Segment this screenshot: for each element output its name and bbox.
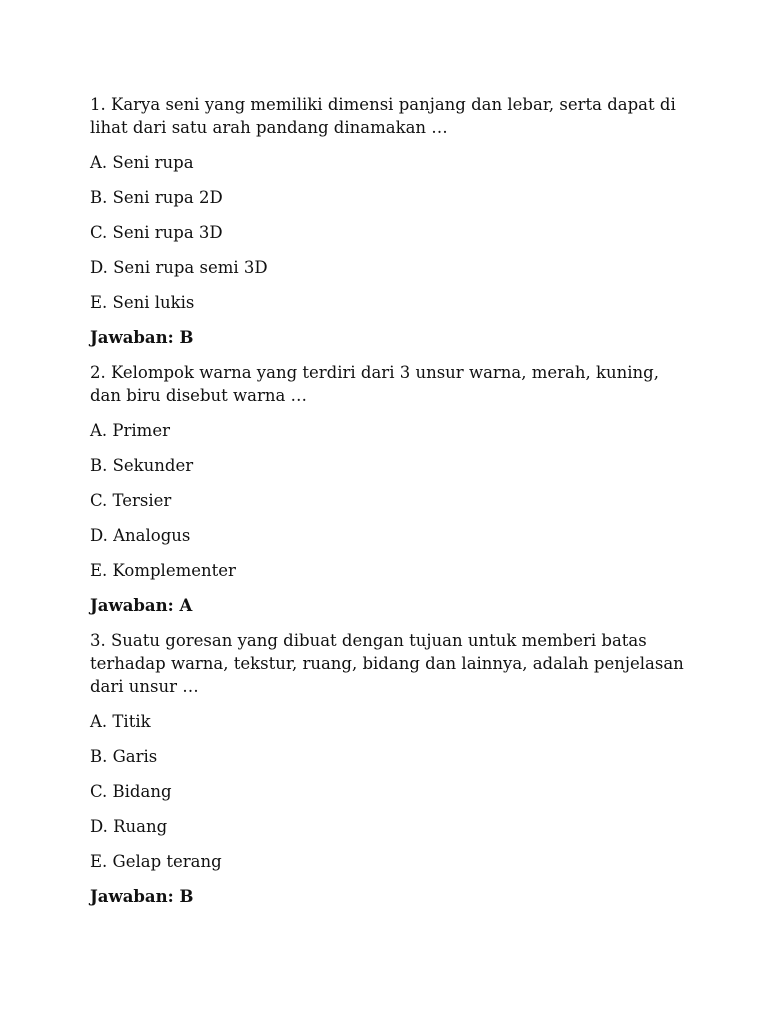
option-a: A. Primer [90,421,170,440]
option-c: C. Tersier [90,491,172,510]
option-b: B. Sekunder [90,456,194,475]
option-e: E. Komplementer [90,561,236,580]
answer-key: Jawaban: B [90,328,194,347]
question-3 [90,629,684,908]
option-e: E. Seni lukis [90,293,195,312]
question-2 [90,361,684,617]
option-a: A. Seni rupa [90,153,194,172]
question-1 [90,93,684,349]
question-text: 2. Kelompok warna yang terdiri dari 3 unsur warna, merah, kuning, dan biru disebut warna … [90,363,659,405]
option-d: D. Ruang [90,817,168,836]
option-d: D. Analogus [90,526,191,545]
option-c: C. Bidang [90,782,172,801]
question-text: 1. Karya seni yang memiliki dimensi panjang dan lebar, serta dapat di lihat dari satu arah pandang dinamakan … [90,95,676,137]
option-b: B. Seni rupa 2D [90,188,223,207]
option-a: A. Titik [90,712,151,731]
option-d: D. Seni rupa semi 3D [90,258,268,277]
option-c: C. Seni rupa 3D [90,223,223,242]
option-e: E. Gelap terang [90,852,222,871]
answer-key: Jawaban: B [90,887,194,906]
answer-key: Jawaban: A [90,596,193,615]
option-b: B. Garis [90,747,158,766]
question-text: 3. Suatu goresan yang dibuat dengan tujuan untuk memberi batas terhadap warna, tekstur, ruang, bidang dan lainnya, adalah penjelasan dari unsur … [90,631,684,696]
